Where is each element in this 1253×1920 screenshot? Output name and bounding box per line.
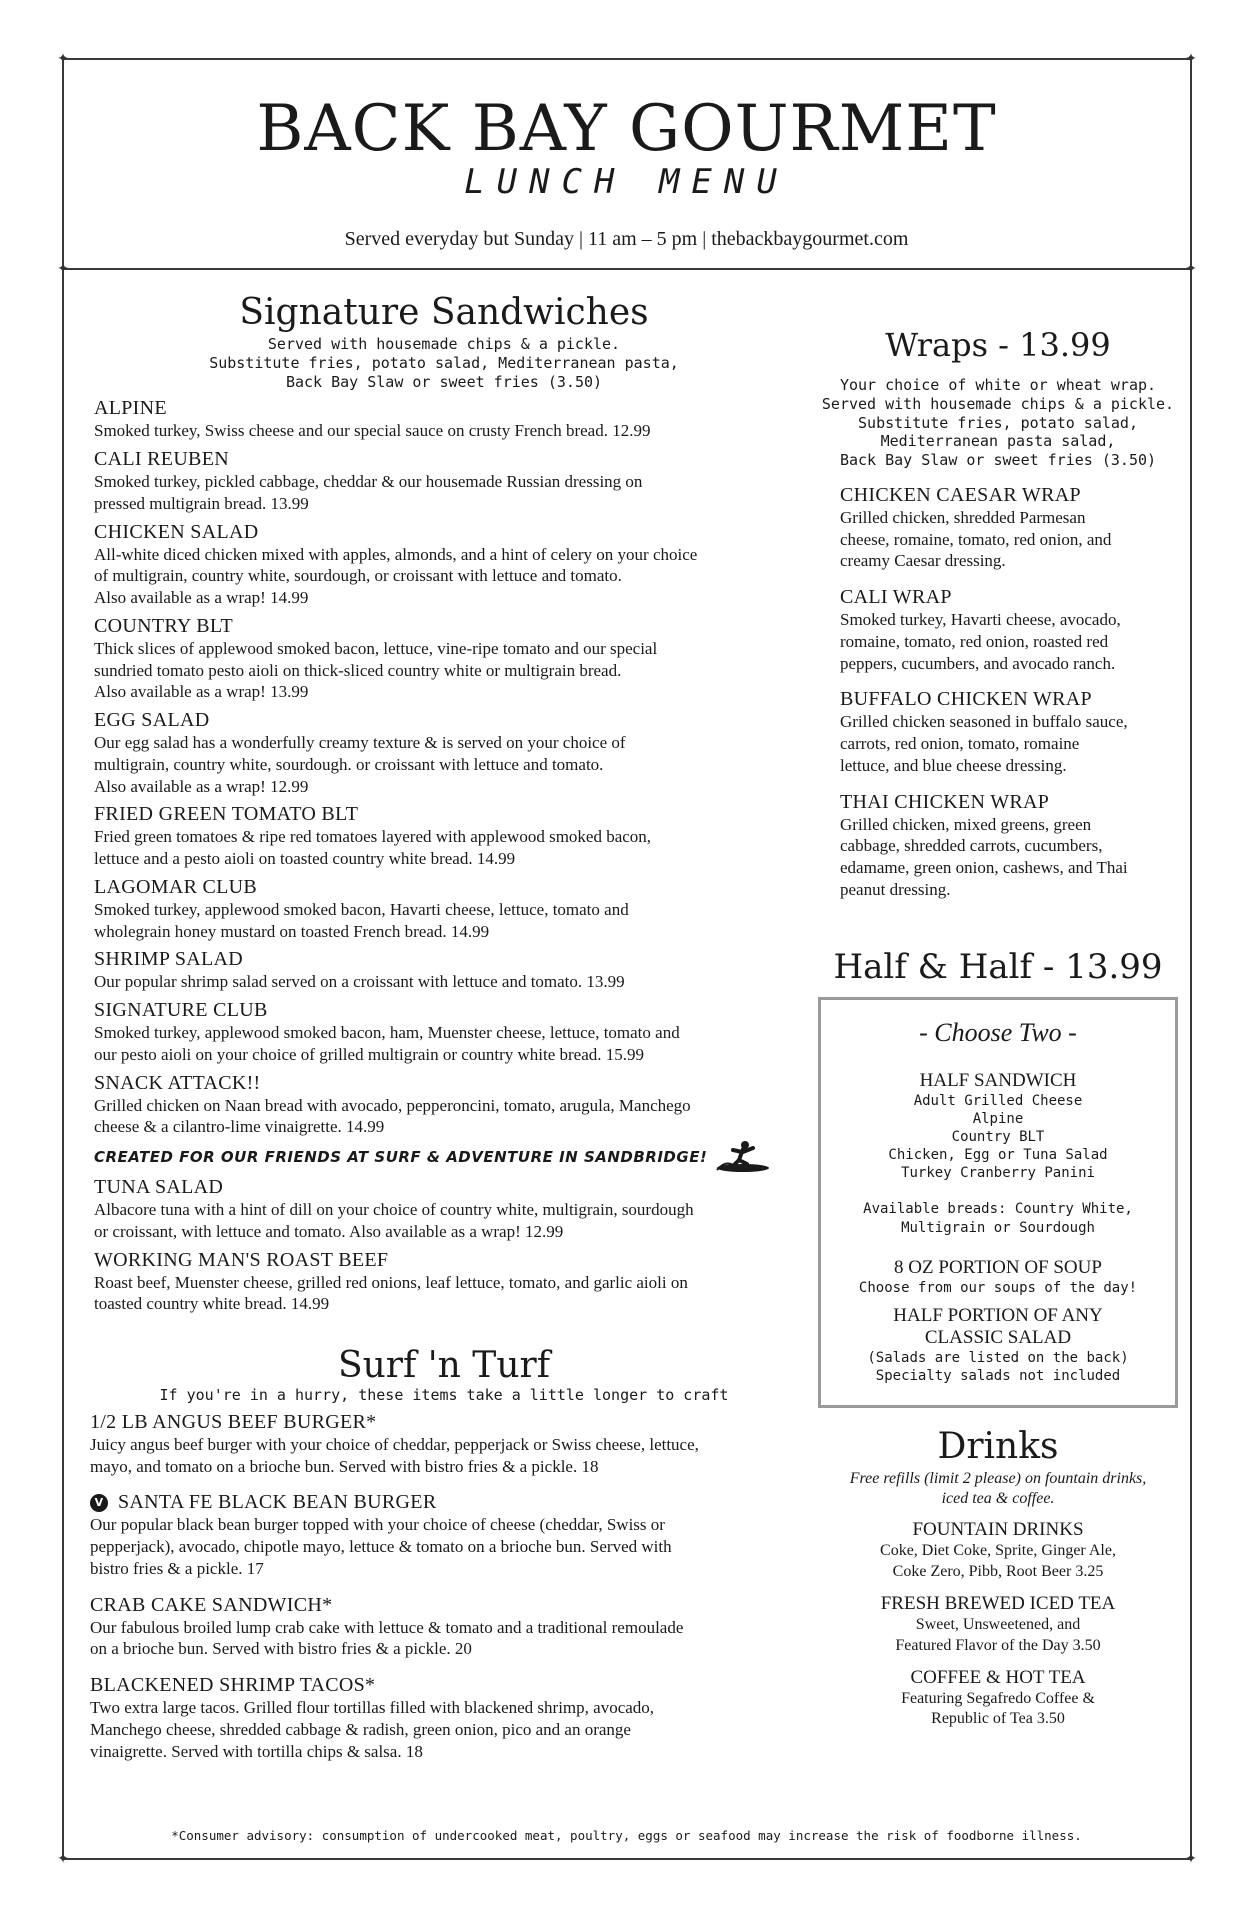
drink-name: FOUNTAIN DRINKS <box>912 1519 1084 1541</box>
sandwiches-title: Signature Sandwiches <box>239 292 649 333</box>
item-desc: Grilled chicken, shredded Parmesan <box>840 507 1086 527</box>
corner-star-icon: ✦ <box>57 261 69 277</box>
item-desc: lettuce and a pesto aioli on toasted country white bread. 14.99 <box>94 849 516 868</box>
item-desc: Smoked turkey, applewood smoked bacon, Havarti cheese, lettuce, tomato and <box>94 899 629 919</box>
sandwich-list <box>94 397 794 1315</box>
note-line: Your choice of white or wheat wrap. <box>839 376 1157 394</box>
item-name: TUNA SALAD <box>94 1176 224 1198</box>
menu-item <box>94 876 794 943</box>
item-desc: creamy Caesar dressing. <box>840 551 1006 571</box>
right-column <box>818 292 1178 1730</box>
salad-note: (Salads are listed on the back) <box>867 1350 1129 1366</box>
item-desc: mayo, and tomato on a brioche bun. Served with bistro fries & a pickle. 18 <box>90 1456 599 1476</box>
item-name: THAI CHICKEN WRAP <box>840 790 1050 813</box>
item-desc: Smoked turkey, Havarti cheese, avocado, <box>840 610 1121 629</box>
item-desc: multigrain, country white, sourdough. or croissant with lettuce and tomato. <box>94 754 604 774</box>
corner-star-icon: ✦ <box>57 1851 69 1867</box>
half-half-box <box>818 997 1178 1409</box>
item-name: SANTA FE BLACK BEAN BURGER <box>118 1491 437 1514</box>
item-name: CALI REUBEN <box>94 448 229 470</box>
drink-name: COFFEE & HOT TEA <box>910 1666 1086 1688</box>
left-column <box>90 292 794 1762</box>
drink-desc: Coke Zero, Pibb, Root Beer 3.25 <box>892 1563 1104 1581</box>
item-desc: carrots, red onion, tomato, romaine <box>840 734 1080 753</box>
drink-name: FRESH BREWED ICED TEA <box>880 1592 1116 1614</box>
item-name: COUNTRY BLT <box>94 614 234 637</box>
half-sandwich-heading: HALF SANDWICH <box>919 1069 1077 1091</box>
item-name: BLACKENED SHRIMP TACOS* <box>90 1674 376 1696</box>
item-desc: Roast beef, Muenster cheese, grilled red onions, leaf lettuce, tomato, and garlic aioli on <box>94 1272 688 1292</box>
half-option: Adult Grilled Cheese <box>913 1092 1083 1109</box>
item-desc: Also available as a wrap! 12.99 <box>94 776 309 796</box>
drinks-title: Drinks <box>937 1426 1059 1468</box>
item-desc: Fried green tomatoes & ripe red tomatoes layered with applewood smoked bacon, <box>94 827 652 847</box>
soup-heading: 8 OZ PORTION OF SOUP <box>894 1256 1102 1278</box>
frame-bottom-line <box>62 1858 1192 1860</box>
soup-note: Choose from our soups of the day! <box>858 1279 1138 1296</box>
half-half-title: Half & Half - 13.99 <box>833 946 1163 987</box>
item-desc: Smoked turkey, Swiss cheese and our special sauce on crusty French bread. 12.99 <box>94 421 651 441</box>
item-desc: Thick slices of applewood smoked bacon, lettuce, vine-ripe tomato and our special <box>94 638 658 658</box>
item-name: CALI WRAP <box>840 586 952 608</box>
menu-item <box>94 615 794 703</box>
drink-desc: Featured Flavor of the Day 3.50 <box>895 1636 1101 1654</box>
note-line: Back Bay Slaw or sweet fries (3.50) <box>839 451 1157 469</box>
wraps-title: Wraps - 13.99 <box>885 326 1111 364</box>
item-desc: Two extra large tacos. Grilled flour tortillas filled with blackened shrimp, avocado, <box>90 1698 655 1717</box>
wraps-note <box>818 376 1178 470</box>
item-desc: cheese, romaine, tomato, red onion, and <box>840 529 1112 549</box>
item-name: CHICKEN SALAD <box>94 520 259 543</box>
item-desc: Smoked turkey, applewood smoked bacon, ham, Muenster cheese, lettuce, tomato and <box>94 1023 680 1042</box>
menu-item <box>90 1674 794 1762</box>
surf-turf-title: Surf 'n Turf <box>337 1345 551 1386</box>
menu-item <box>840 791 1178 901</box>
menu-item <box>94 1072 794 1175</box>
item-name: SIGNATURE CLUB <box>94 999 268 1021</box>
note-line: Substitute fries, potato salad, Mediterranean pasta, <box>209 353 679 372</box>
surfer-icon <box>715 1140 771 1174</box>
frame-left-line <box>62 58 64 1860</box>
item-desc: of multigrain, country white, sourdough, or croissant with lettuce and tomato. <box>94 566 622 586</box>
item-name: SNACK ATTACK!! <box>94 1071 261 1094</box>
menu-item <box>94 948 794 993</box>
item-desc: or croissant, with lettuce and tomato. Also available as a wrap! 12.99 <box>94 1221 564 1241</box>
item-desc: Also available as a wrap! 14.99 <box>94 588 309 607</box>
drinks-list <box>818 1519 1178 1730</box>
menu-item <box>840 688 1178 776</box>
sandwiches-note <box>94 335 794 391</box>
menu-item <box>94 803 794 870</box>
item-desc: wholegrain honey mustard on toasted French bread. 14.99 <box>94 921 490 941</box>
menu-item <box>94 1249 794 1316</box>
menu-item <box>94 448 794 515</box>
item-desc: Manchego cheese, shredded cabbage & radish, green onion, pico and an orange <box>90 1719 631 1739</box>
item-name: FRIED GREEN TOMATO BLT <box>94 803 359 826</box>
corner-star-icon: ✦ <box>1185 1851 1197 1867</box>
item-name: CRAB CAKE SANDWICH* <box>90 1593 333 1616</box>
half-option: Alpine <box>972 1110 1024 1127</box>
note-line: Served with housemade chips & a pickle. <box>821 394 1175 413</box>
drink-desc: Featuring Segafredo Coffee & <box>901 1689 1095 1707</box>
item-desc: All-white diced chicken mixed with apples, almonds, and a hint of celery on your choice <box>94 544 698 564</box>
half-option: Country BLT <box>951 1128 1045 1145</box>
breads-note: Available breads: Country White, <box>863 1201 1133 1218</box>
half-option: Chicken, Egg or Tuna Salad <box>888 1147 1108 1164</box>
item-desc: Grilled chicken seasoned in buffalo sauce, <box>840 712 1128 732</box>
item-desc: peppers, cucumbers, and avocado ranch. <box>840 653 1116 673</box>
item-name: 1/2 LB ANGUS BEEF BURGER* <box>90 1410 377 1433</box>
item-desc: Albacore tuna with a hint of dill on your choice of country white, multigrain, sourdough <box>94 1200 694 1219</box>
item-desc: Juicy angus beef burger with your choice of cheddar, pepperjack or Swiss cheese, lettuce, <box>90 1434 699 1454</box>
item-name: ALPINE <box>94 397 167 420</box>
choose-two-label: - Choose Two - <box>919 1017 1077 1047</box>
item-desc: cabbage, shredded carrots, cucumbers, <box>840 836 1103 856</box>
item-name: EGG SALAD <box>94 709 210 731</box>
note-line: Substitute fries, potato salad, <box>858 413 1138 432</box>
note-line: Back Bay Slaw or sweet fries (3.50) <box>285 372 603 391</box>
menu-item <box>94 521 794 609</box>
item-name: WORKING MAN'S ROAST BEEF <box>94 1248 389 1271</box>
menu-item <box>840 484 1178 572</box>
item-desc: Grilled chicken, mixed greens, green <box>840 814 1092 834</box>
menu-subtitle: LUNCH MENU <box>464 162 789 202</box>
corner-star-icon: ✦ <box>1185 51 1197 67</box>
item-desc: bistro fries & a pickle. 17 <box>90 1558 264 1578</box>
restaurant-title: BACK BAY GOURMET <box>256 92 997 166</box>
menu-item <box>90 1594 794 1661</box>
menu-item <box>90 1491 794 1579</box>
item-name: CHICKEN CAESAR WRAP <box>840 483 1081 506</box>
item-desc: romaine, tomato, red onion, roasted red <box>840 631 1109 651</box>
item-name: BUFFALO CHICKEN WRAP <box>840 688 1092 711</box>
salad-note: Specialty salads not included <box>875 1368 1121 1385</box>
item-desc: Our fabulous broiled lump crab cake with lettuce & tomato and a traditional remoulade <box>90 1617 684 1637</box>
drink-desc: Coke, Diet Coke, Sprite, Ginger Ale, <box>880 1542 1116 1560</box>
item-desc: Grilled chicken on Naan bread with avocado, pepperoncini, tomato, arugula, Manchego <box>94 1095 691 1115</box>
item-desc: lettuce, and blue cheese dressing. <box>840 755 1067 775</box>
item-desc: cheese & a cilantro-lime vinaigrette. 14.99 <box>94 1117 385 1137</box>
menu-item <box>94 709 794 797</box>
note-line: Served with housemade chips & a pickle. <box>267 335 621 353</box>
item-desc: pepperjack), avocado, chipotle mayo, lettuce & tomato on a brioche bun. Served with <box>90 1537 672 1556</box>
drinks-note <box>818 1469 1178 1509</box>
item-desc: Our egg salad has a wonderfully creamy texture & is served on your choice of <box>94 733 626 752</box>
menu-item <box>94 999 794 1066</box>
breads-note: Multigrain or Sourdough <box>901 1219 1095 1236</box>
item-desc: Also available as a wrap! 13.99 <box>94 682 309 702</box>
note-line: iced tea & coffee. <box>941 1490 1055 1508</box>
item-name: SHRIMP SALAD <box>94 948 244 971</box>
item-name-row <box>90 1491 794 1514</box>
item-desc: toasted country white bread. 14.99 <box>94 1294 330 1314</box>
item-desc: peanut dressing. <box>840 879 951 899</box>
menu-item <box>840 586 1178 674</box>
frame-top-line <box>62 58 1192 60</box>
surf-turf-list <box>90 1411 794 1763</box>
salad-heading: HALF PORTION OF ANY <box>893 1305 1103 1326</box>
item-desc: on a brioche bun. Served with bistro fries & a pickle. 20 <box>90 1639 472 1659</box>
drink-desc: Republic of Tea 3.50 <box>931 1710 1065 1728</box>
item-name: LAGOMAR CLUB <box>94 875 258 898</box>
note-line: Mediterranean pasta salad, <box>880 432 1116 451</box>
surf-turf-note: If you're in a hurry, these items take a little longer to craft <box>159 1386 729 1404</box>
item-desc: our pesto aioli on your choice of grilled multigrain or country white bread. 15.99 <box>94 1044 645 1064</box>
drink-item <box>818 1667 1178 1731</box>
corner-star-icon: ✦ <box>1185 261 1197 277</box>
half-option: Turkey Cranberry Panini <box>901 1165 1095 1182</box>
menu-item <box>94 397 794 442</box>
hours-info: Served everyday but Sunday | 11 am – 5 pm | thebackbaygourmet.com <box>344 228 909 250</box>
consumer-advisory: *Consumer advisory: consumption of undercooked meat, poultry, eggs or seafood may increase the risk of foodborne illness. <box>171 1828 1082 1843</box>
menu-item <box>94 1176 794 1243</box>
item-desc: vinaigrette. Served with tortilla chips & salsa. 18 <box>90 1741 423 1761</box>
item-desc: Our popular shrimp salad served on a croissant with lettuce and tomato. 13.99 <box>94 972 625 992</box>
item-desc: Our popular black bean burger topped with your choice of cheese (cheddar, Swiss or <box>90 1515 665 1535</box>
surf-tag-text: CREATED FOR OUR FRIENDS AT SURF & ADVENTURE IN SANDBRIDGE! <box>94 1148 708 1166</box>
frame-right-line <box>1190 58 1192 1860</box>
item-desc: edamame, green onion, cashews, and Thai <box>840 858 1128 877</box>
item-desc: pressed multigrain bread. 13.99 <box>94 493 309 513</box>
vegetarian-badge-icon: V <box>90 1494 108 1512</box>
drink-item <box>818 1519 1178 1583</box>
item-desc: sundried tomato pesto aioli on thick-sliced country white or multigrain bread. <box>94 660 622 680</box>
item-desc: Smoked turkey, pickled cabbage, cheddar & our housemade Russian dressing on <box>94 472 643 491</box>
salad-heading: CLASSIC SALAD <box>924 1327 1072 1348</box>
drink-desc: Sweet, Unsweetened, and <box>915 1615 1081 1633</box>
surf-adventure-tag <box>94 1140 794 1174</box>
wraps-list <box>818 484 1178 901</box>
corner-star-icon: ✦ <box>57 51 69 67</box>
menu-item <box>90 1411 794 1478</box>
frame-divider-line <box>62 268 1192 270</box>
note-line: Free refills (limit 2 please) on fountain drinks, <box>849 1470 1147 1488</box>
drink-item <box>818 1593 1178 1657</box>
